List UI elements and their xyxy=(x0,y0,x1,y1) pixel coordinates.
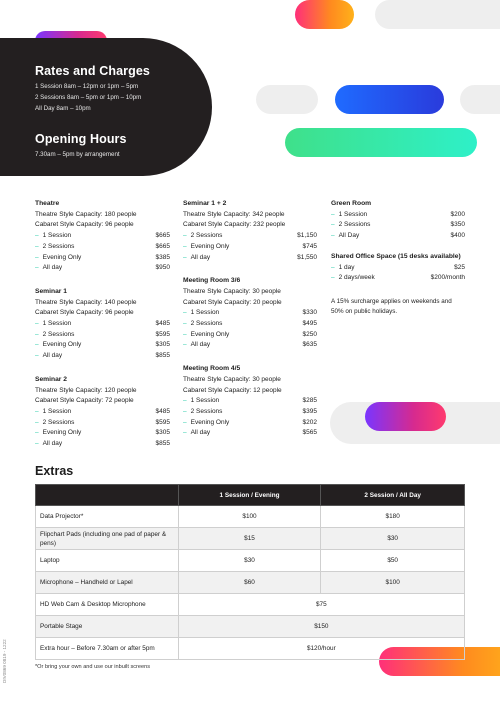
decorative-pill-grey-right xyxy=(460,85,500,114)
item-cell: Microphone – Handheld or Lapel xyxy=(36,572,179,594)
dash-icon: – xyxy=(183,320,187,328)
dash-icon: – xyxy=(183,397,187,405)
decorative-pill-pink xyxy=(365,402,446,431)
surcharge-note: A 15% surcharge applies on weekends and 50% on public holidays. xyxy=(331,297,452,316)
dash-icon: – xyxy=(35,320,39,328)
rates-column-2 xyxy=(183,199,317,452)
venue-name: Meeting Room 4/5 xyxy=(183,365,241,373)
dash-icon: – xyxy=(183,407,187,415)
table-row xyxy=(36,572,465,594)
dash-icon: – xyxy=(183,330,187,338)
price-cell: $150 xyxy=(178,616,464,638)
table-header-cell: 2 Session / All Day xyxy=(321,485,465,506)
price-cell: $75 xyxy=(178,594,464,616)
rates-title: Rates and Charges xyxy=(35,64,150,78)
rates-section xyxy=(35,64,150,114)
table-row xyxy=(36,594,465,616)
rate-row: – All day $565 xyxy=(183,429,317,437)
venue-name: Shared Office Space (15 desks available) xyxy=(331,252,461,260)
venue-meeting-room-4-5 xyxy=(183,364,317,439)
table-header-row xyxy=(36,485,465,506)
item-cell: Laptop xyxy=(36,550,179,572)
capacity-line: Cabaret Style Capacity: 12 people xyxy=(183,386,282,394)
rate-row: – All day $855 xyxy=(35,440,170,448)
dash-icon: – xyxy=(331,221,335,229)
rate-row: – 1 Session $665 xyxy=(35,232,170,240)
price-cell: $30 xyxy=(321,528,465,550)
decorative-pill-orange-top xyxy=(295,0,354,29)
rate-row: – 2 Sessions $395 xyxy=(183,407,317,415)
rate-row: – 1 Session $485 xyxy=(35,407,170,415)
dash-icon: – xyxy=(331,263,335,271)
rate-row: – Evening Only $250 xyxy=(183,330,317,338)
dash-icon: – xyxy=(35,242,39,250)
dash-icon: – xyxy=(183,418,187,426)
venue-shared-office xyxy=(331,252,465,284)
dash-icon: – xyxy=(35,440,39,448)
dash-icon: – xyxy=(183,232,187,240)
rate-row: – All day $855 xyxy=(35,352,170,360)
extras-title: Extras xyxy=(35,464,74,478)
table-row xyxy=(36,550,465,572)
price-cell: $50 xyxy=(321,550,465,572)
venue-meeting-room-3-6 xyxy=(183,276,317,351)
rate-row: – 1 Session $330 xyxy=(183,309,317,317)
price-cell: $100 xyxy=(321,572,465,594)
decorative-pill-blue xyxy=(335,85,444,114)
capacity-line: Theatre Style Capacity: 30 people xyxy=(183,375,281,383)
venue-theatre xyxy=(35,199,170,274)
capacity-line: Cabaret Style Capacity: 96 people xyxy=(35,221,134,229)
venue-seminar-1 xyxy=(35,287,170,362)
rate-row: – Evening Only $202 xyxy=(183,418,317,426)
dash-icon: – xyxy=(35,429,39,437)
item-cell: Portable Stage xyxy=(36,616,179,638)
decorative-pill-grey-middle xyxy=(256,85,318,114)
venue-name: Theatre xyxy=(35,200,60,207)
rate-row: – 1 Session $285 xyxy=(183,397,317,405)
venue-name: Green Room xyxy=(331,200,372,207)
dash-icon: – xyxy=(183,309,187,317)
rate-row: – 2 Sessions $1,150 xyxy=(183,232,317,240)
dash-icon: – xyxy=(35,418,39,426)
price-cell: $15 xyxy=(178,528,321,550)
rate-row: – Evening Only $745 xyxy=(183,242,317,250)
document-code: DIV0869 0819 - 1222 xyxy=(2,639,7,683)
hours-title: Opening Hours xyxy=(35,132,127,146)
dash-icon: – xyxy=(183,429,187,437)
venue-name: Seminar 1 + 2 xyxy=(183,200,227,207)
price-cell: $60 xyxy=(178,572,321,594)
venue-name: Meeting Room 3/6 xyxy=(183,277,241,285)
rates-column-1 xyxy=(35,199,170,463)
rate-row: – 1 Session $485 xyxy=(35,320,170,328)
rate-row: – 2 Sessions $350 xyxy=(331,221,465,229)
venue-seminar-2 xyxy=(35,375,170,450)
dash-icon: – xyxy=(35,253,39,261)
price-cell: $100 xyxy=(178,506,321,528)
venue-name: Seminar 1 xyxy=(35,287,67,295)
rate-row: – Evening Only $305 xyxy=(35,429,170,437)
capacity-line: Theatre Style Capacity: 342 people xyxy=(183,210,285,218)
dash-icon: – xyxy=(331,210,335,218)
rate-row: – All day $1,550 xyxy=(183,253,317,261)
capacity-line: Cabaret Style Capacity: 72 people xyxy=(35,397,134,405)
rate-row: – All day $635 xyxy=(183,341,317,349)
dash-icon: – xyxy=(35,330,39,338)
rate-row: – 1 day $25 xyxy=(331,263,465,271)
price-cell: $120/hour xyxy=(178,638,464,660)
capacity-line: Theatre Style Capacity: 120 people xyxy=(35,386,137,394)
table-row xyxy=(36,528,465,550)
price-cell: $30 xyxy=(178,550,321,572)
dash-icon: – xyxy=(35,341,39,349)
capacity-line: Theatre Style Capacity: 140 people xyxy=(35,298,137,306)
rate-row: – 2 Sessions $665 xyxy=(35,242,170,250)
dash-icon: – xyxy=(183,341,187,349)
rate-row: – 2 Sessions $595 xyxy=(35,330,170,338)
price-cell: $180 xyxy=(321,506,465,528)
capacity-line: Cabaret Style Capacity: 96 people xyxy=(35,309,134,317)
capacity-line: Cabaret Style Capacity: 20 people xyxy=(183,298,282,306)
dash-icon: – xyxy=(35,264,39,272)
hours-section xyxy=(35,132,127,160)
item-cell: Extra hour – Before 7.30am or after 5pm xyxy=(36,638,179,660)
hours-line: 7.30am – 5pm by arrangement xyxy=(35,151,120,158)
footnote: *Or bring your own and use our inbuilt screens xyxy=(35,664,151,670)
rate-row: – Evening Only $305 xyxy=(35,341,170,349)
venue-seminar-1-2 xyxy=(183,199,317,263)
capacity-line: Theatre Style Capacity: 30 people xyxy=(183,287,281,295)
table-row xyxy=(36,506,465,528)
rates-column-3 xyxy=(331,199,465,318)
dash-icon: – xyxy=(183,242,187,250)
rate-row: – 2 days/week $200/month xyxy=(331,274,465,282)
item-cell: Data Projector* xyxy=(36,506,179,528)
extras-table xyxy=(35,484,465,660)
table-row xyxy=(36,616,465,638)
rate-row: – All Day $400 xyxy=(331,232,465,240)
rate-row: – 2 Sessions $495 xyxy=(183,320,317,328)
rate-row: – Evening Only $385 xyxy=(35,253,170,261)
dash-icon: – xyxy=(35,352,39,360)
decorative-pill-grey-top-right xyxy=(375,0,500,29)
table-row xyxy=(36,638,465,660)
rates-line: All Day 8am – 10pm xyxy=(35,105,91,112)
rate-row: – 1 Session $200 xyxy=(331,210,465,218)
capacity-line: Theatre Style Capacity: 180 people xyxy=(35,210,137,218)
rate-row: – 2 Sessions $595 xyxy=(35,418,170,426)
decorative-pill-green xyxy=(285,128,477,157)
dash-icon: – xyxy=(35,407,39,415)
dash-icon: – xyxy=(35,232,39,240)
rates-line: 2 Sessions 8am – 5pm or 1pm – 10pm xyxy=(35,94,142,101)
rate-row: – All day $950 xyxy=(35,264,170,272)
dash-icon: – xyxy=(331,232,335,240)
dash-icon: – xyxy=(183,253,187,261)
dash-icon: – xyxy=(331,274,335,282)
rates-line: 1 Session 8am – 12pm or 1pm – 5pm xyxy=(35,83,139,90)
item-cell: Flipchart Pads (including one pad of paper & pens) xyxy=(36,528,179,550)
item-cell: HD Web Cam & Desktop Microphone xyxy=(36,594,179,616)
venue-name: Seminar 2 xyxy=(35,375,67,383)
table-header-cell: 1 Session / Evening xyxy=(178,485,321,506)
table-header-cell xyxy=(36,485,179,506)
capacity-line: Cabaret Style Capacity: 232 people xyxy=(183,221,286,229)
venue-green-room xyxy=(331,199,465,242)
